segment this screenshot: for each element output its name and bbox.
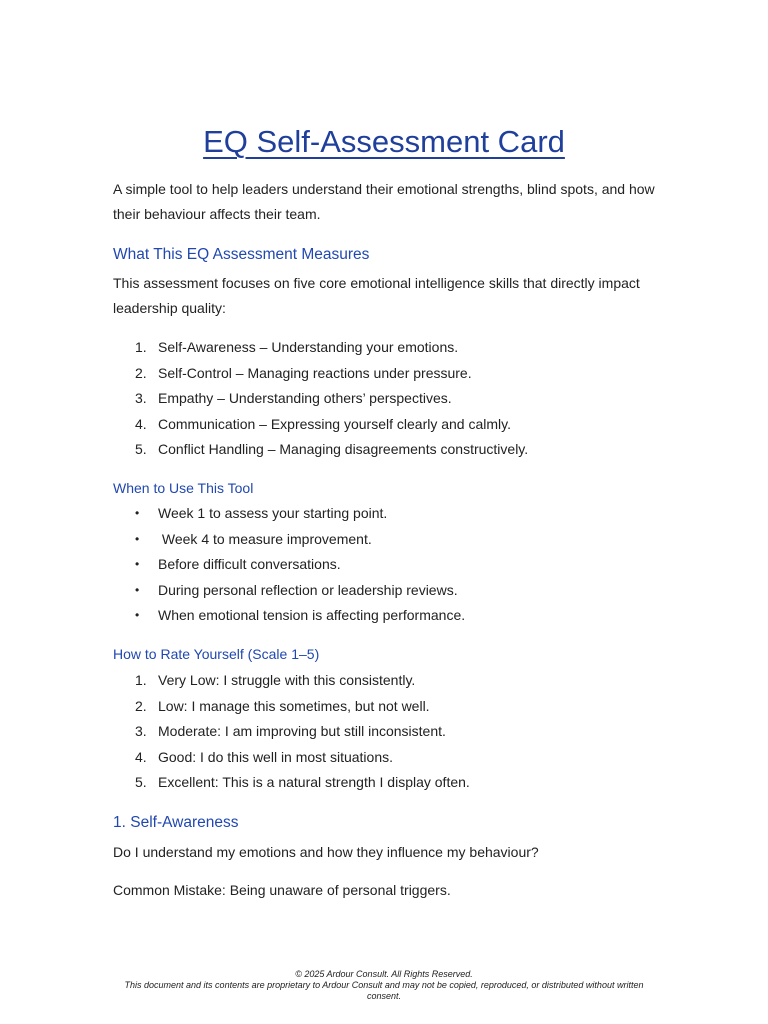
intro-paragraph: A simple tool to help leaders understand their emotional strengths, blind spots, and how their behaviour affects their team.: [113, 181, 655, 222]
measures-paragraph: This assessment focuses on five core emotional intelligence skills that directly impact leadership quality:: [113, 275, 640, 316]
list-item: 3. Moderate: I am improving but still inconsistent.: [135, 723, 446, 740]
section-heading-measures: What This EQ Assessment Measures: [113, 246, 370, 263]
list-item: 2. Self-Control – Managing reactions under pressure.: [135, 364, 472, 381]
list-item: • Week 4 to measure improvement.: [113, 527, 673, 553]
list-item: 2. Low: I manage this sometimes, but not well.: [135, 697, 430, 714]
footer: [0, 969, 768, 1002]
list-item: • When emotional tension is affecting performance.: [113, 603, 673, 629]
when-list: [113, 501, 673, 629]
list-item: 4. Communication – Expressing yourself clearly and calmly.: [135, 415, 511, 432]
bullet-icon: •: [135, 531, 140, 546]
section-heading-rate: How to Rate Yourself (Scale 1–5): [113, 646, 320, 662]
list-item: 4. Good: I do this well in most situations.: [135, 748, 393, 765]
rate-list: [113, 668, 673, 796]
list-item: 5. Excellent: This is a natural strength I display often.: [135, 774, 470, 791]
list-item: • During personal reflection or leadership reviews.: [113, 578, 673, 604]
page-title: EQ Self-Assessment Card: [203, 124, 565, 159]
bullet-icon: •: [135, 582, 140, 597]
list-item: 1. Very Low: I struggle with this consistently.: [135, 672, 416, 688]
self-awareness-question: Do I understand my emotions and how they influence my behaviour?: [113, 844, 539, 860]
section-heading-when: When to Use This Tool: [113, 480, 254, 496]
measures-list: [113, 335, 673, 463]
self-awareness-mistake: Common Mistake: Being unaware of personal triggers.: [113, 882, 451, 898]
bullet-icon: •: [135, 608, 140, 623]
list-item: 3. Empathy – Understanding others’ perspectives.: [135, 390, 452, 407]
list-item: • Before difficult conversations.: [113, 552, 673, 578]
bullet-icon: •: [135, 506, 140, 520]
list-item: 5. Conflict Handling – Managing disagreements constructively.: [135, 441, 529, 458]
footer-notice: This document and its contents are proprietary to Ardour Consult and may not be copied, reproduced, or distributed without written consent.: [124, 980, 644, 1001]
list-item: • Week 1 to assess your starting point.: [113, 501, 673, 527]
list-item: 1. Self-Awareness – Understanding your emotions.: [135, 339, 459, 355]
footer-copyright: © 2025 Ardour Consult. All Rights Reserved.: [295, 969, 473, 979]
bullet-icon: •: [135, 557, 140, 572]
section-heading-self-awareness: 1. Self-Awareness: [113, 814, 239, 831]
